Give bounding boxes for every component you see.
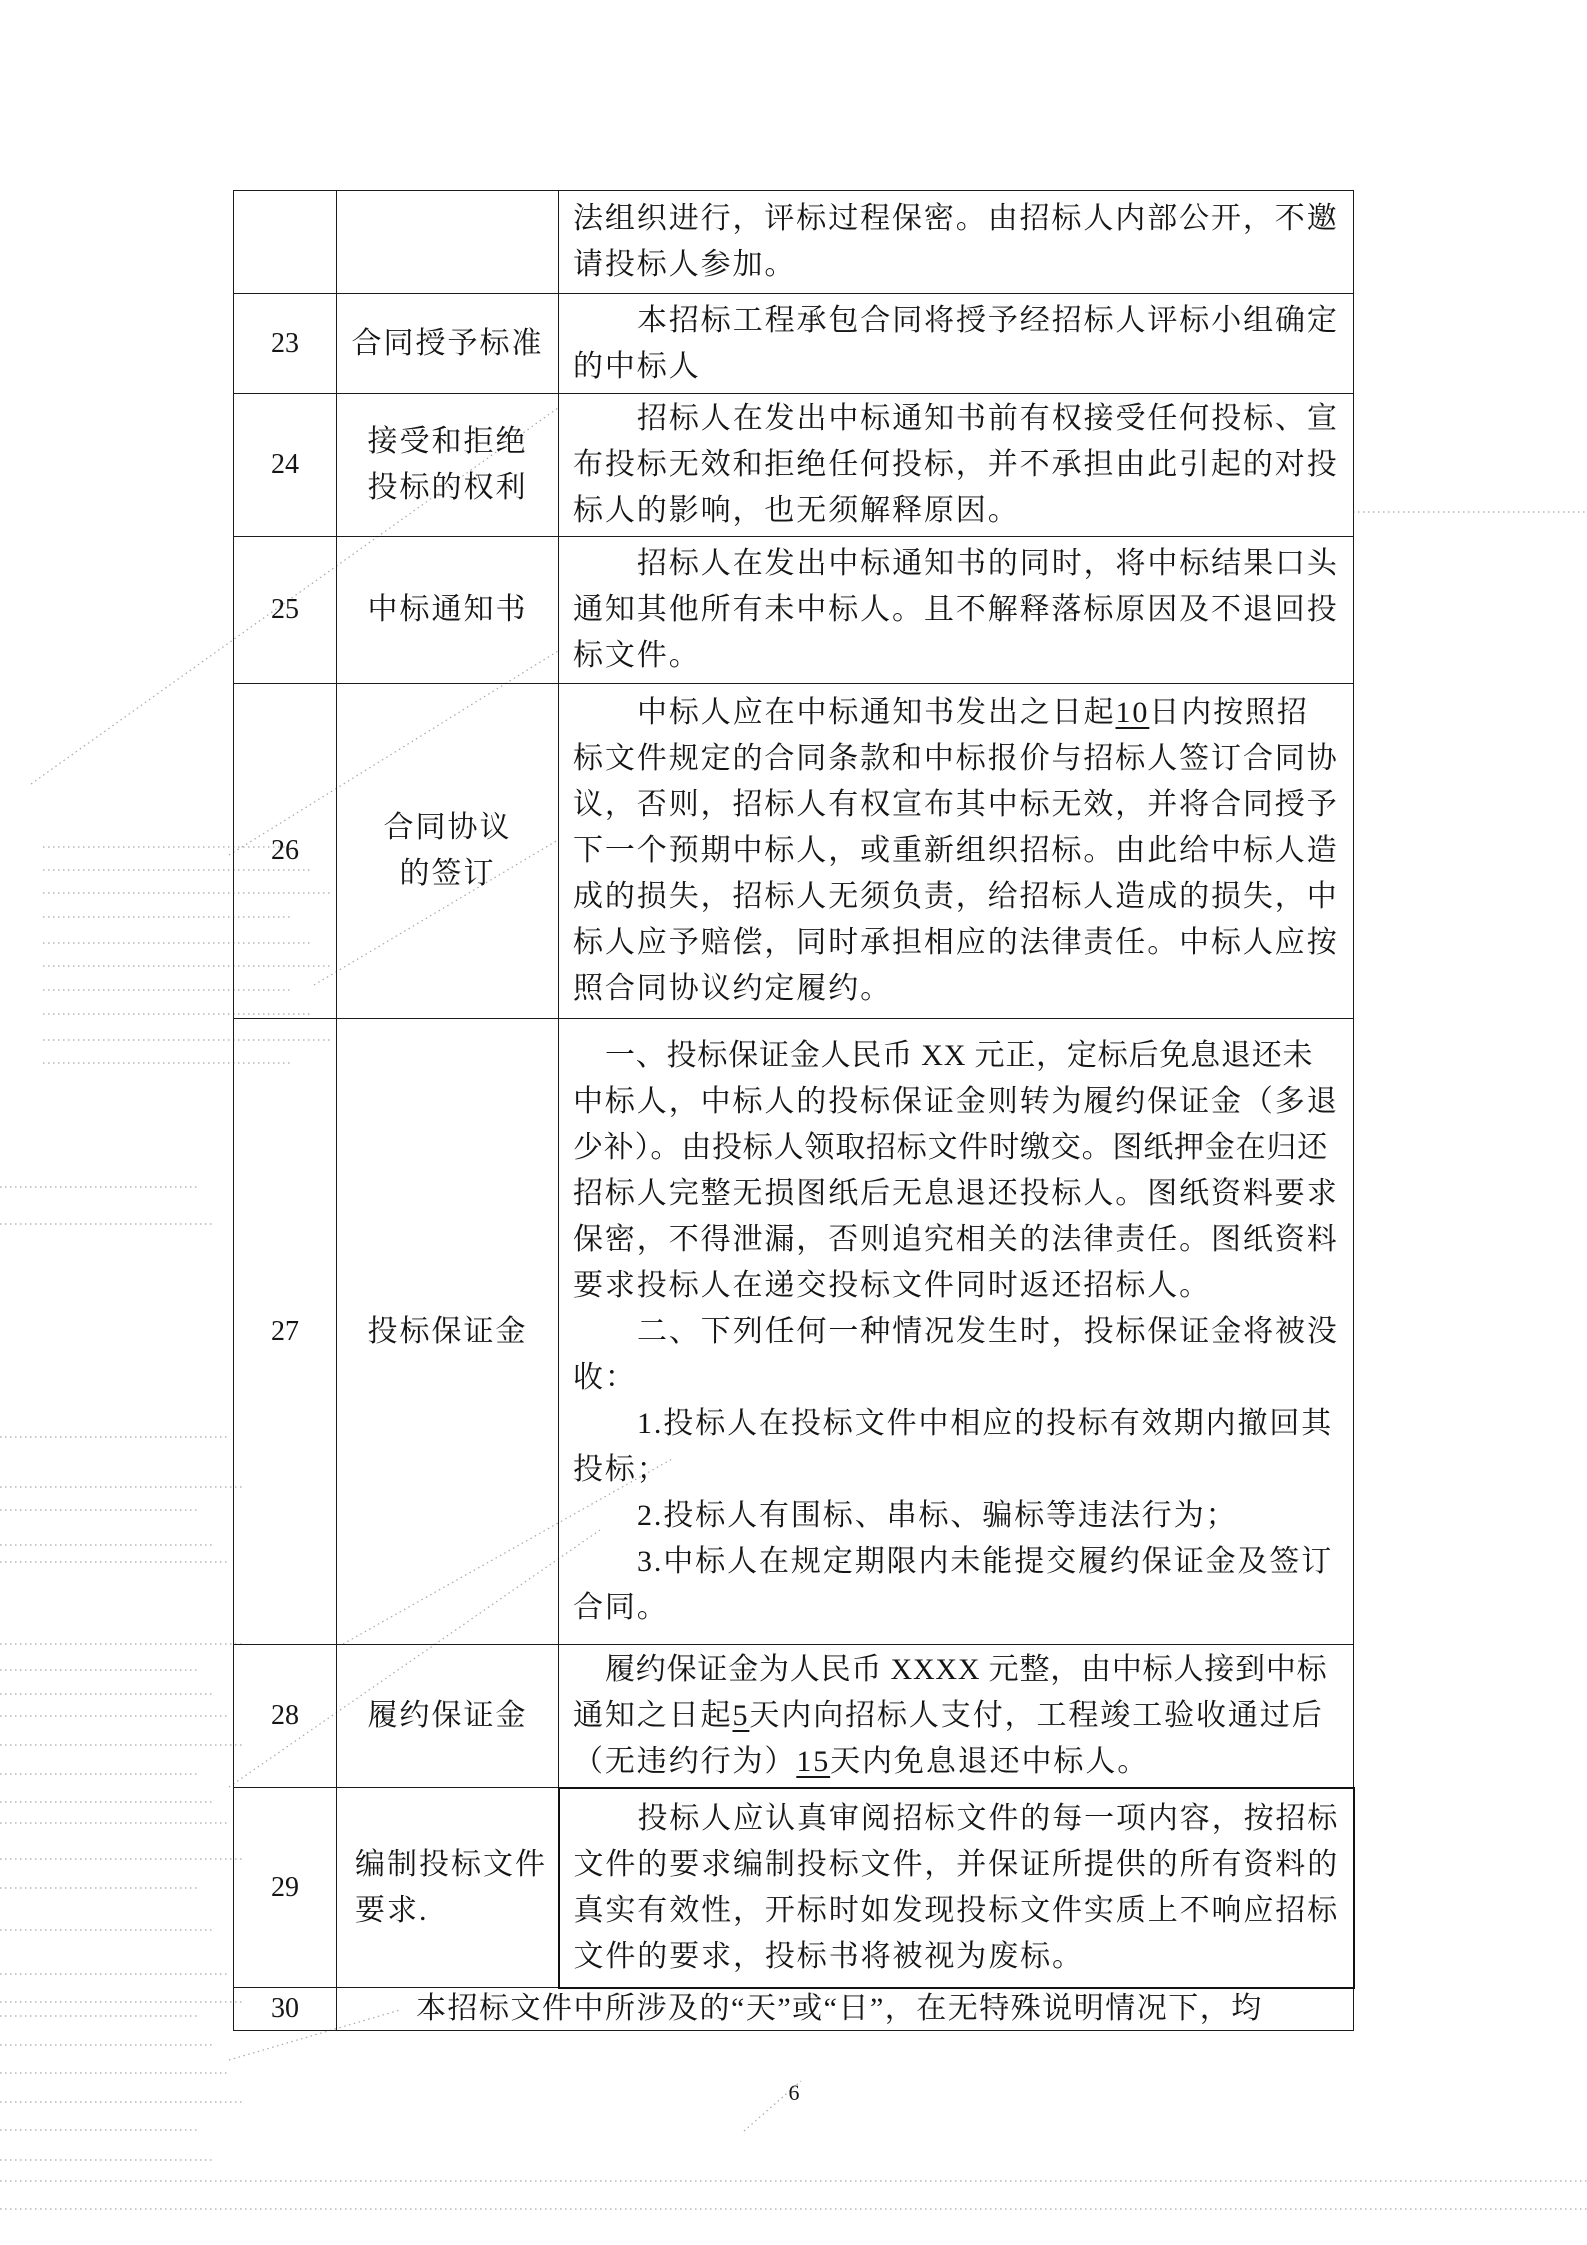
clause-text-line: 收： [573,1360,637,1394]
clause-content [559,294,1354,394]
clause-title [337,537,559,684]
tender-terms-table [233,190,1355,2031]
text-segment: 天内免息退还中标人。 [830,1744,1150,1778]
clause-title [337,1788,559,1988]
refund-days-value: 15 [796,1744,831,1778]
clause-number: 26 [234,684,337,1019]
clause-text-line: 招标人在发出中标通知书前有权接受任何投标、宣 [637,402,1339,435]
text-segment: 天内向招标人支付，工程竣工验收通过后 [749,1698,1324,1732]
clause-title-line: 编制投标文件 [355,1847,547,1881]
empty-title-cell [337,191,559,294]
clause-text-line: 布投标无效和拒绝任何投标，并不承担由此引起的对投 [573,448,1339,481]
clause-text-line: 中标人，中标人的投标保证金则转为履约保证金（多退 [573,1084,1339,1118]
clause-text-line: 的中标人 [573,349,701,383]
clause-text-line: 标人的影响，也无须解释原因。 [573,494,1020,527]
text-segment: 日内按照招 [1149,696,1309,729]
clause-text-line: 保密，不得泄漏，否则追究相关的法律责任。图纸资料 [573,1222,1339,1256]
clause-title [337,394,559,537]
clause-number: 27 [234,1019,337,1645]
table-row-23 [234,294,1354,394]
clause-text-line: 标人应予赔偿，同时承担相应的法律责任。中标人应按 [573,926,1339,959]
clause-text-line: 要求投标人在递交投标文件同时返还招标人。 [573,1268,1211,1302]
clause-text-line: 二、下列任何一种情况发生时，投标保证金将被没 [637,1314,1339,1348]
clause-text-line: 本招标文件中所涉及的“天”或“日”，在无特殊说明情况下，均 [416,1992,1263,2026]
clause-text-line: 少补）。由投标人领取招标文件时缴交。图纸押金在归还 [573,1130,1328,1164]
table-row-26 [234,684,1354,1019]
clause-text-line [559,1693,1353,1739]
clause-number: 29 [234,1788,337,1988]
clause-title-line: 中标通知书 [367,593,528,626]
clause-number: 24 [234,394,337,537]
empty-number-cell [234,191,337,294]
clause-title-line: 履约保证金 [367,1699,528,1732]
signing-days-value: 10 [1115,696,1150,729]
clause-text-line: 招标人在发出中标通知书的同时，将中标结果口头 [637,547,1339,580]
clause-text-line: 文件的要求编制投标文件，并保证所提供的所有资料的 [573,1847,1340,1881]
clause-title [337,1645,559,1788]
table-row-continuation [234,191,1354,294]
table-row-24 [234,394,1354,537]
clause-text-line: 投标； [573,1452,669,1486]
clause-number: 25 [234,537,337,684]
table-row-30 [234,1988,1354,2031]
clause-content [337,1988,1354,2031]
clause-content [559,1645,1354,1788]
clause-content [559,684,1354,1019]
clause-text-line [559,1739,1353,1785]
clause-text-line: 投标人应认真审阅招标文件的每一项内容，按招标 [637,1801,1340,1835]
clause-text-line: 标文件。 [573,639,701,672]
clause-text-line [559,690,1353,736]
clause-content [559,191,1354,294]
clause-title [337,684,559,1019]
clause-content [559,1019,1354,1645]
clause-text-line: 合同。 [573,1590,669,1624]
page-number: 6 [788,2080,800,2105]
clause-title-line: 合同授予标准 [351,326,544,360]
clause-text-line: 标文件规定的合同条款和中标报价与招标人签订合同协 [573,742,1339,775]
text-segment: 中标人应在中标通知书发出之日起 [637,696,1116,729]
clause-text-line: 下一个预期中标人，或重新组织招标。由此给中标人造 [573,834,1339,867]
clause-content [559,394,1354,537]
clause-content [559,537,1354,684]
clause-title [337,1019,559,1645]
clause-title-line: 合同协议 [383,811,512,844]
clause-text-line: 履约保证金为人民币 XXXX 元整，由中标人接到中标 [605,1652,1328,1686]
clause-text-line: 文件的要求，投标书将被视为废标。 [573,1939,1084,1973]
clause-text-line: 成的损失，招标人无须负责，给招标人造成的损失，中 [573,880,1339,913]
clause-title-line: 的签订 [399,857,496,890]
clause-title [337,294,559,394]
clause-text-line: 3.中标人在规定期限内未能提交履约保证金及签订 [637,1544,1334,1578]
clause-text-line: 2.投标人有围标、串标、骗标等违法行为； [637,1498,1238,1532]
clause-text-line: 真实有效性，开标时如发现投标文件实质上不响应招标 [573,1893,1340,1927]
clause-text-line: 招标人完整无损图纸后无息退还投标人。图纸资料要求 [573,1176,1339,1210]
payment-days-value: 5 [732,1698,750,1732]
clause-text-line: 本招标工程承包合同将授予经招标人评标小组确定 [637,303,1339,337]
clause-text-line: 1.投标人在投标文件中相应的投标有效期内撤回其 [637,1406,1334,1440]
clause-text-line: 请投标人参加。 [573,248,797,281]
clause-number: 30 [234,1988,337,2031]
table-row-29 [234,1788,1354,1988]
table-row-27 [234,1019,1354,1645]
text-segment: 通知之日起 [573,1698,733,1732]
clause-text-line: 法组织进行，评标过程保密。由招标人内部公开，不邀 [573,202,1339,235]
clause-content [559,1788,1354,1988]
clause-title-line: 投标保证金 [367,1314,528,1348]
clause-number: 28 [234,1645,337,1788]
clause-title-line: 要求. [355,1893,429,1927]
clause-title-line: 接受和拒绝 [367,425,528,458]
table-row-28 [234,1645,1354,1788]
text-segment: （无违约行为） [573,1744,797,1778]
table-row-25 [234,537,1354,684]
clause-number: 23 [234,294,337,394]
clause-text-line: 一、投标保证金人民币 XX 元正，定标后免息退还未 [605,1038,1314,1072]
clause-text-line: 通知其他所有未中标人。且不解释落标原因及不退回投 [573,593,1339,626]
clause-title-line: 投标的权利 [367,471,528,504]
clause-text-line: 议，否则，招标人有权宣布其中标无效，并将合同授予 [573,788,1339,821]
clause-text-line: 照合同协议约定履约。 [573,972,892,1005]
